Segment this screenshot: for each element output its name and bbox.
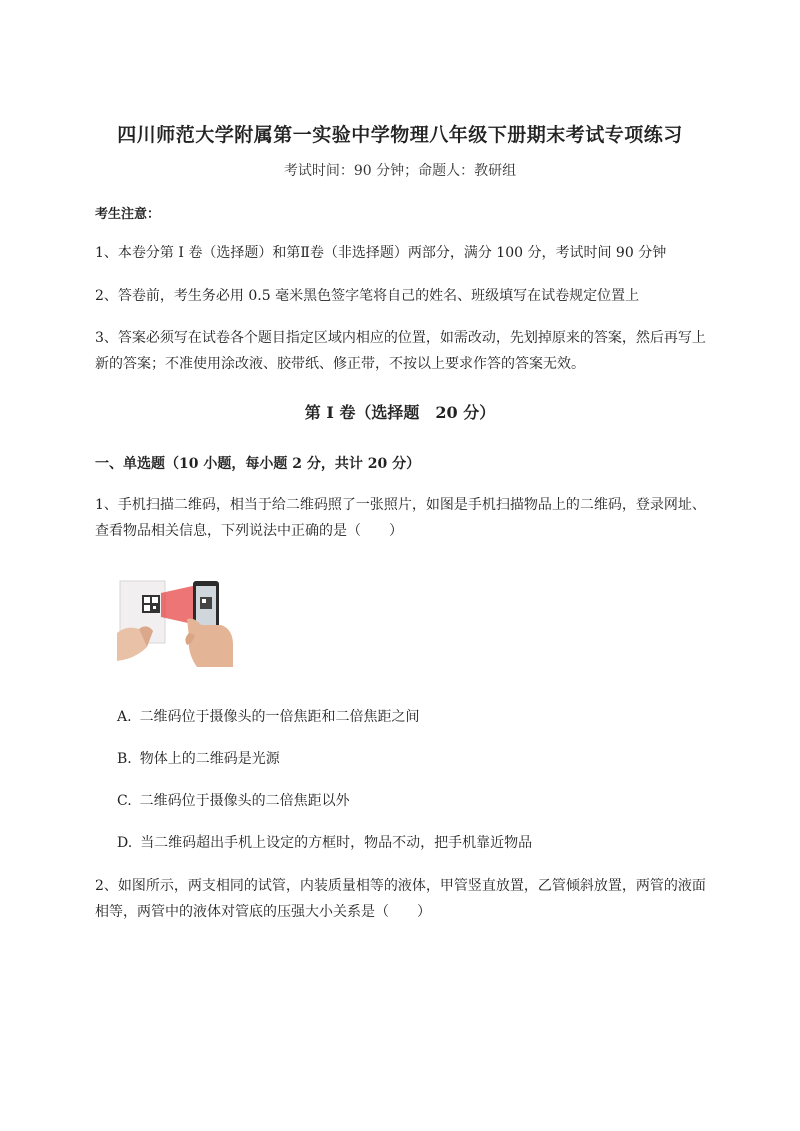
- option-letter: A.: [117, 709, 132, 725]
- section-title: 第 I 卷（选择题 20 分）: [304, 403, 496, 422]
- option-letter: B.: [117, 751, 132, 767]
- option-letter: C.: [117, 793, 132, 809]
- notice-item: 3、答案必须写在试卷各个题目指定区域内相应的位置，如需改动，先划掉原来的答案，然后再写上新的答案；不准使用涂改液、胶带纸、修正带，不按以上要求作答的答案无效。: [95, 330, 706, 372]
- option-a[interactable]: [117, 706, 420, 726]
- option-text: 二维码位于摄像头的一倍焦距和二倍焦距之间: [139, 709, 420, 725]
- option-letter: D.: [117, 835, 133, 851]
- option-b[interactable]: [117, 748, 280, 768]
- option-c[interactable]: [117, 790, 350, 810]
- exam-info: 考试时间：90 分钟；命题人：教研组: [283, 163, 517, 179]
- question-2-text: 2、如图所示，两支相同的试管，内装质量相等的液体，甲管竖直放置，乙管倾斜放置，两管的液面相等，两管中的液体对管底的压强大小关系是（ ）: [95, 878, 706, 920]
- page-title: 四川师范大学附属第一实验中学物理八年级下册期末考试专项练习: [117, 124, 683, 146]
- notice-item: 2、答卷前，考生务必用 0.5 毫米黑色签字笔将自己的姓名、班级填写在试卷规定位置上: [95, 288, 640, 304]
- option-d[interactable]: [117, 832, 532, 852]
- qr-scan-photo: [117, 573, 235, 667]
- notice-item: 1、本卷分第 I 卷（选择题）和第Ⅱ卷（非选择题）两部分，满分 100 分，考试时间 90 分钟: [95, 245, 667, 261]
- option-text: 当二维码超出手机上设定的方框时，物品不动，把手机靠近物品: [140, 835, 533, 851]
- option-text: 物体上的二维码是光源: [139, 751, 280, 767]
- notice-heading: 考生注意：: [95, 207, 161, 222]
- question-1-text: 1、手机扫描二维码，相当于给二维码照了一张照片，如图是手机扫描物品上的二维码，登录网址、查看物品相关信息，下列说法中正确的是（ ）: [95, 497, 706, 539]
- question-group-heading: 一、单选题（10 小题，每小题 2 分，共计 20 分）: [95, 456, 421, 472]
- option-text: 二维码位于摄像头的二倍焦距以外: [139, 793, 350, 809]
